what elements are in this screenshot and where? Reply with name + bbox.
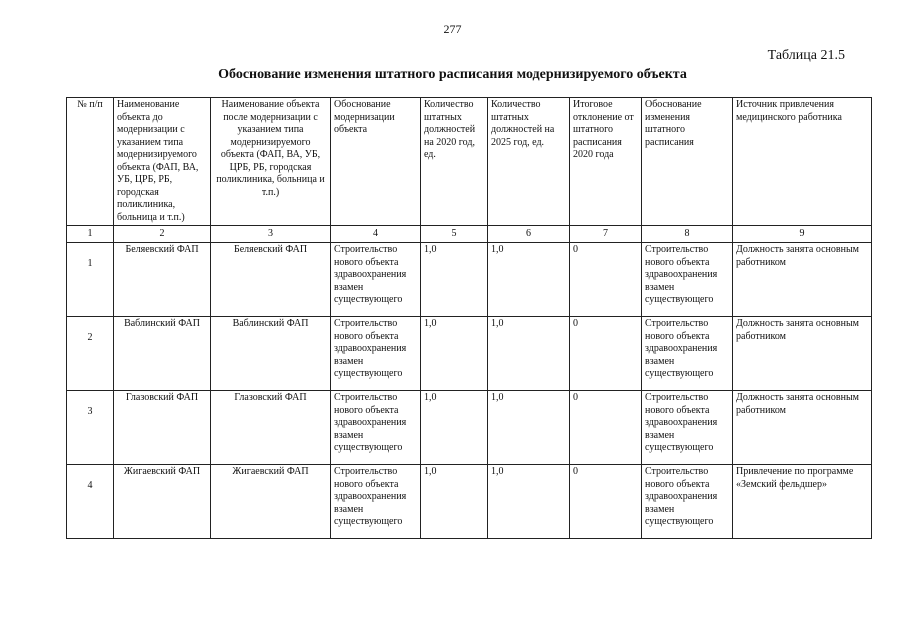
- table-row: [67, 243, 872, 317]
- object-before: [114, 317, 211, 391]
- change-basis: Строительство нового объекта здравоохранения взамен существующего: [642, 317, 733, 391]
- deviation: 0: [570, 391, 642, 465]
- staff-2025: 1,0: [488, 465, 570, 539]
- modernization-basis: Строительство нового объекта здравоохранения взамен существующего: [331, 243, 421, 317]
- table-row: [67, 391, 872, 465]
- modernization-basis: Строительство нового объекта здравоохранения взамен существующего: [331, 465, 421, 539]
- staff-source: Должность занята основным работником: [733, 243, 872, 317]
- object-after-text: Глазовский ФАП: [234, 392, 307, 403]
- modernization-basis: Строительство нового объекта здравоохранения взамен существующего: [331, 391, 421, 465]
- staff-source: Привлечение по программе «Земский фельдшер»: [733, 465, 872, 539]
- staff-source: Должность занята основным работником: [733, 317, 872, 391]
- deviation: 0: [570, 243, 642, 317]
- object-before-text: Жигаевский ФАП: [123, 466, 201, 477]
- row-number: [67, 243, 114, 317]
- row-number-text: 2: [87, 332, 93, 343]
- column-number: 7: [570, 226, 642, 243]
- row-number: [67, 465, 114, 539]
- staff-source: Должность занята основным работником: [733, 391, 872, 465]
- staff-2025: 1,0: [488, 391, 570, 465]
- table-title: Обоснование изменения штатного расписания модернизируемого объекта: [218, 67, 687, 82]
- column-number: 1: [67, 226, 114, 243]
- staff-2020: 1,0: [421, 317, 488, 391]
- header-cell-after: Наименование объекта после модернизации с указанием типа модернизируемого объекта (ФАП, ВА, УБ, ЦРБ, РБ, городская поликлиника, больница и т.п.): [211, 98, 331, 226]
- header-cell-2020: Количество штатных должностей на 2020 год, ед.: [421, 98, 488, 226]
- object-before: [114, 243, 211, 317]
- row-number-text: 4: [87, 480, 93, 491]
- object-after-text: Жигаевский ФАП: [232, 466, 309, 477]
- object-after: [211, 243, 331, 317]
- change-basis: Строительство нового объекта здравоохранения взамен существующего: [642, 391, 733, 465]
- header-cell-2025: Количество штатных должностей на 2025 год, ед.: [488, 98, 570, 226]
- object-before-text: Глазовский ФАП: [125, 392, 199, 403]
- column-number: 8: [642, 226, 733, 243]
- column-number: 4: [331, 226, 421, 243]
- header-cell-before: Наименование объекта до модернизации с указанием типа модернизируемого объекта (ФАП, ВА, УБ, ЦРБ, РБ, городская поликлиника, больница и т.п.): [114, 98, 211, 226]
- staff-2025: 1,0: [488, 317, 570, 391]
- staff-2020: 1,0: [421, 391, 488, 465]
- column-number-row: [67, 226, 872, 243]
- column-number: 2: [114, 226, 211, 243]
- column-number: 9: [733, 226, 872, 243]
- deviation: 0: [570, 465, 642, 539]
- object-after-text: Ваблинский ФАП: [232, 318, 309, 329]
- staff-2020: 1,0: [421, 465, 488, 539]
- table-row: [67, 465, 872, 539]
- change-basis: Строительство нового объекта здравоохранения взамен существующего: [642, 243, 733, 317]
- header-row: [67, 98, 872, 226]
- page-number: 277: [443, 22, 462, 36]
- object-before: [114, 465, 211, 539]
- object-after: [211, 317, 331, 391]
- object-before: [114, 391, 211, 465]
- staff-2025: 1,0: [488, 243, 570, 317]
- header-cell-number: № п/п: [67, 98, 114, 226]
- table-row: [67, 317, 872, 391]
- row-number-text: 3: [87, 406, 93, 417]
- change-basis: Строительство нового объекта здравоохранения взамен существующего: [642, 465, 733, 539]
- column-number: 3: [211, 226, 331, 243]
- object-after: [211, 391, 331, 465]
- object-before-text: Ваблинский ФАП: [124, 318, 200, 329]
- column-number: 5: [421, 226, 488, 243]
- object-before-text: Беляевский ФАП: [125, 244, 199, 255]
- staffing-table: [66, 97, 872, 539]
- staff-2020: 1,0: [421, 243, 488, 317]
- modernization-basis: Строительство нового объекта здравоохранения взамен существующего: [331, 317, 421, 391]
- deviation: 0: [570, 317, 642, 391]
- object-after-text: Беляевский ФАП: [233, 244, 308, 255]
- column-number: 6: [488, 226, 570, 243]
- row-number: [67, 391, 114, 465]
- header-cell-source: Источник привлечения медицинского работника: [733, 98, 872, 226]
- header-cell-deviation: Итоговое отклонение от штатного расписания 2020 года: [570, 98, 642, 226]
- table-label: Таблица 21.5: [767, 48, 845, 63]
- header-cell-basis: Обоснование модернизации объекта: [331, 98, 421, 226]
- header-cell-change: Обоснование изменения штатного расписания: [642, 98, 733, 226]
- object-after: [211, 465, 331, 539]
- row-number: [67, 317, 114, 391]
- row-number-text: 1: [87, 258, 93, 269]
